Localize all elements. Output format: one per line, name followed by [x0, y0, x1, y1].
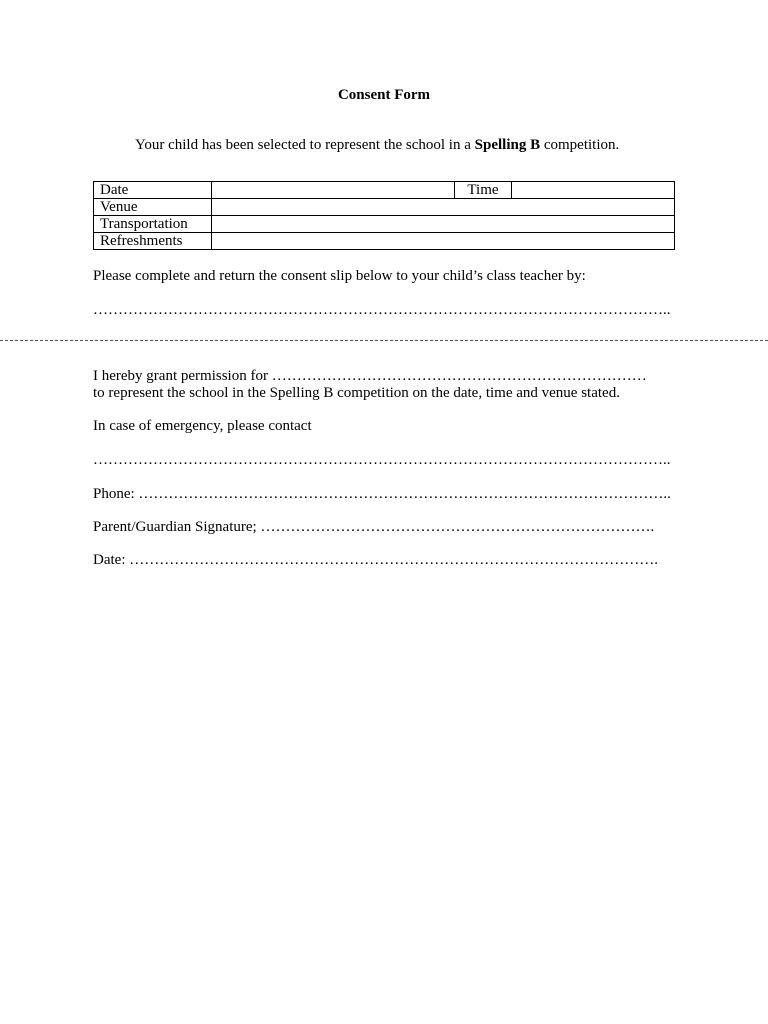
competition-name: Spelling B: [474, 137, 541, 153]
date-row: [94, 182, 675, 199]
phone-field[interactable]: Phone: ……………………………………………………………………………………………..: [93, 486, 671, 502]
signature-field[interactable]: Parent/Guardian Signature; …………………………………………………………………….: [93, 519, 655, 535]
refreshments-row: [94, 233, 675, 250]
intro-after: competition.: [540, 137, 620, 153]
refreshments-label: Refreshments: [94, 233, 212, 250]
transportation-value-cell[interactable]: [212, 216, 675, 233]
cut-line: [0, 340, 768, 341]
emergency-contact-blank[interactable]: ……………………………………………………………………………………………………..: [93, 452, 671, 468]
intro-text: [135, 137, 619, 154]
venue-label: Venue: [94, 199, 212, 216]
refreshments-value-cell[interactable]: [212, 233, 675, 250]
form-title: Consent Form: [337, 87, 431, 103]
time-value-cell[interactable]: [512, 182, 675, 199]
date-value-cell[interactable]: [212, 182, 455, 199]
permission-line-2: to represent the school in the Spelling B competition on the date, time and venue stated.: [93, 385, 620, 401]
date-field[interactable]: Date: …………………………………………………………………………………………….: [93, 552, 658, 568]
permission-line-1[interactable]: I hereby grant permission for …………………………………………………………………: [93, 368, 647, 384]
return-instruction: Please complete and return the consent slip below to your child’s class teacher by:: [93, 268, 586, 284]
emergency-label: In case of emergency, please contact: [93, 418, 312, 434]
intro-before: Your child has been selected to represent the school in a: [135, 137, 475, 153]
venue-row: [94, 199, 675, 216]
time-label: Time: [455, 182, 512, 199]
return-date-blank[interactable]: ……………………………………………………………………………………………………..: [93, 302, 671, 318]
date-label: Date: [94, 182, 212, 199]
venue-value-cell[interactable]: [212, 199, 675, 216]
transportation-label: Transportation: [94, 216, 212, 233]
event-details-table: [93, 181, 675, 250]
transportation-row: [94, 216, 675, 233]
